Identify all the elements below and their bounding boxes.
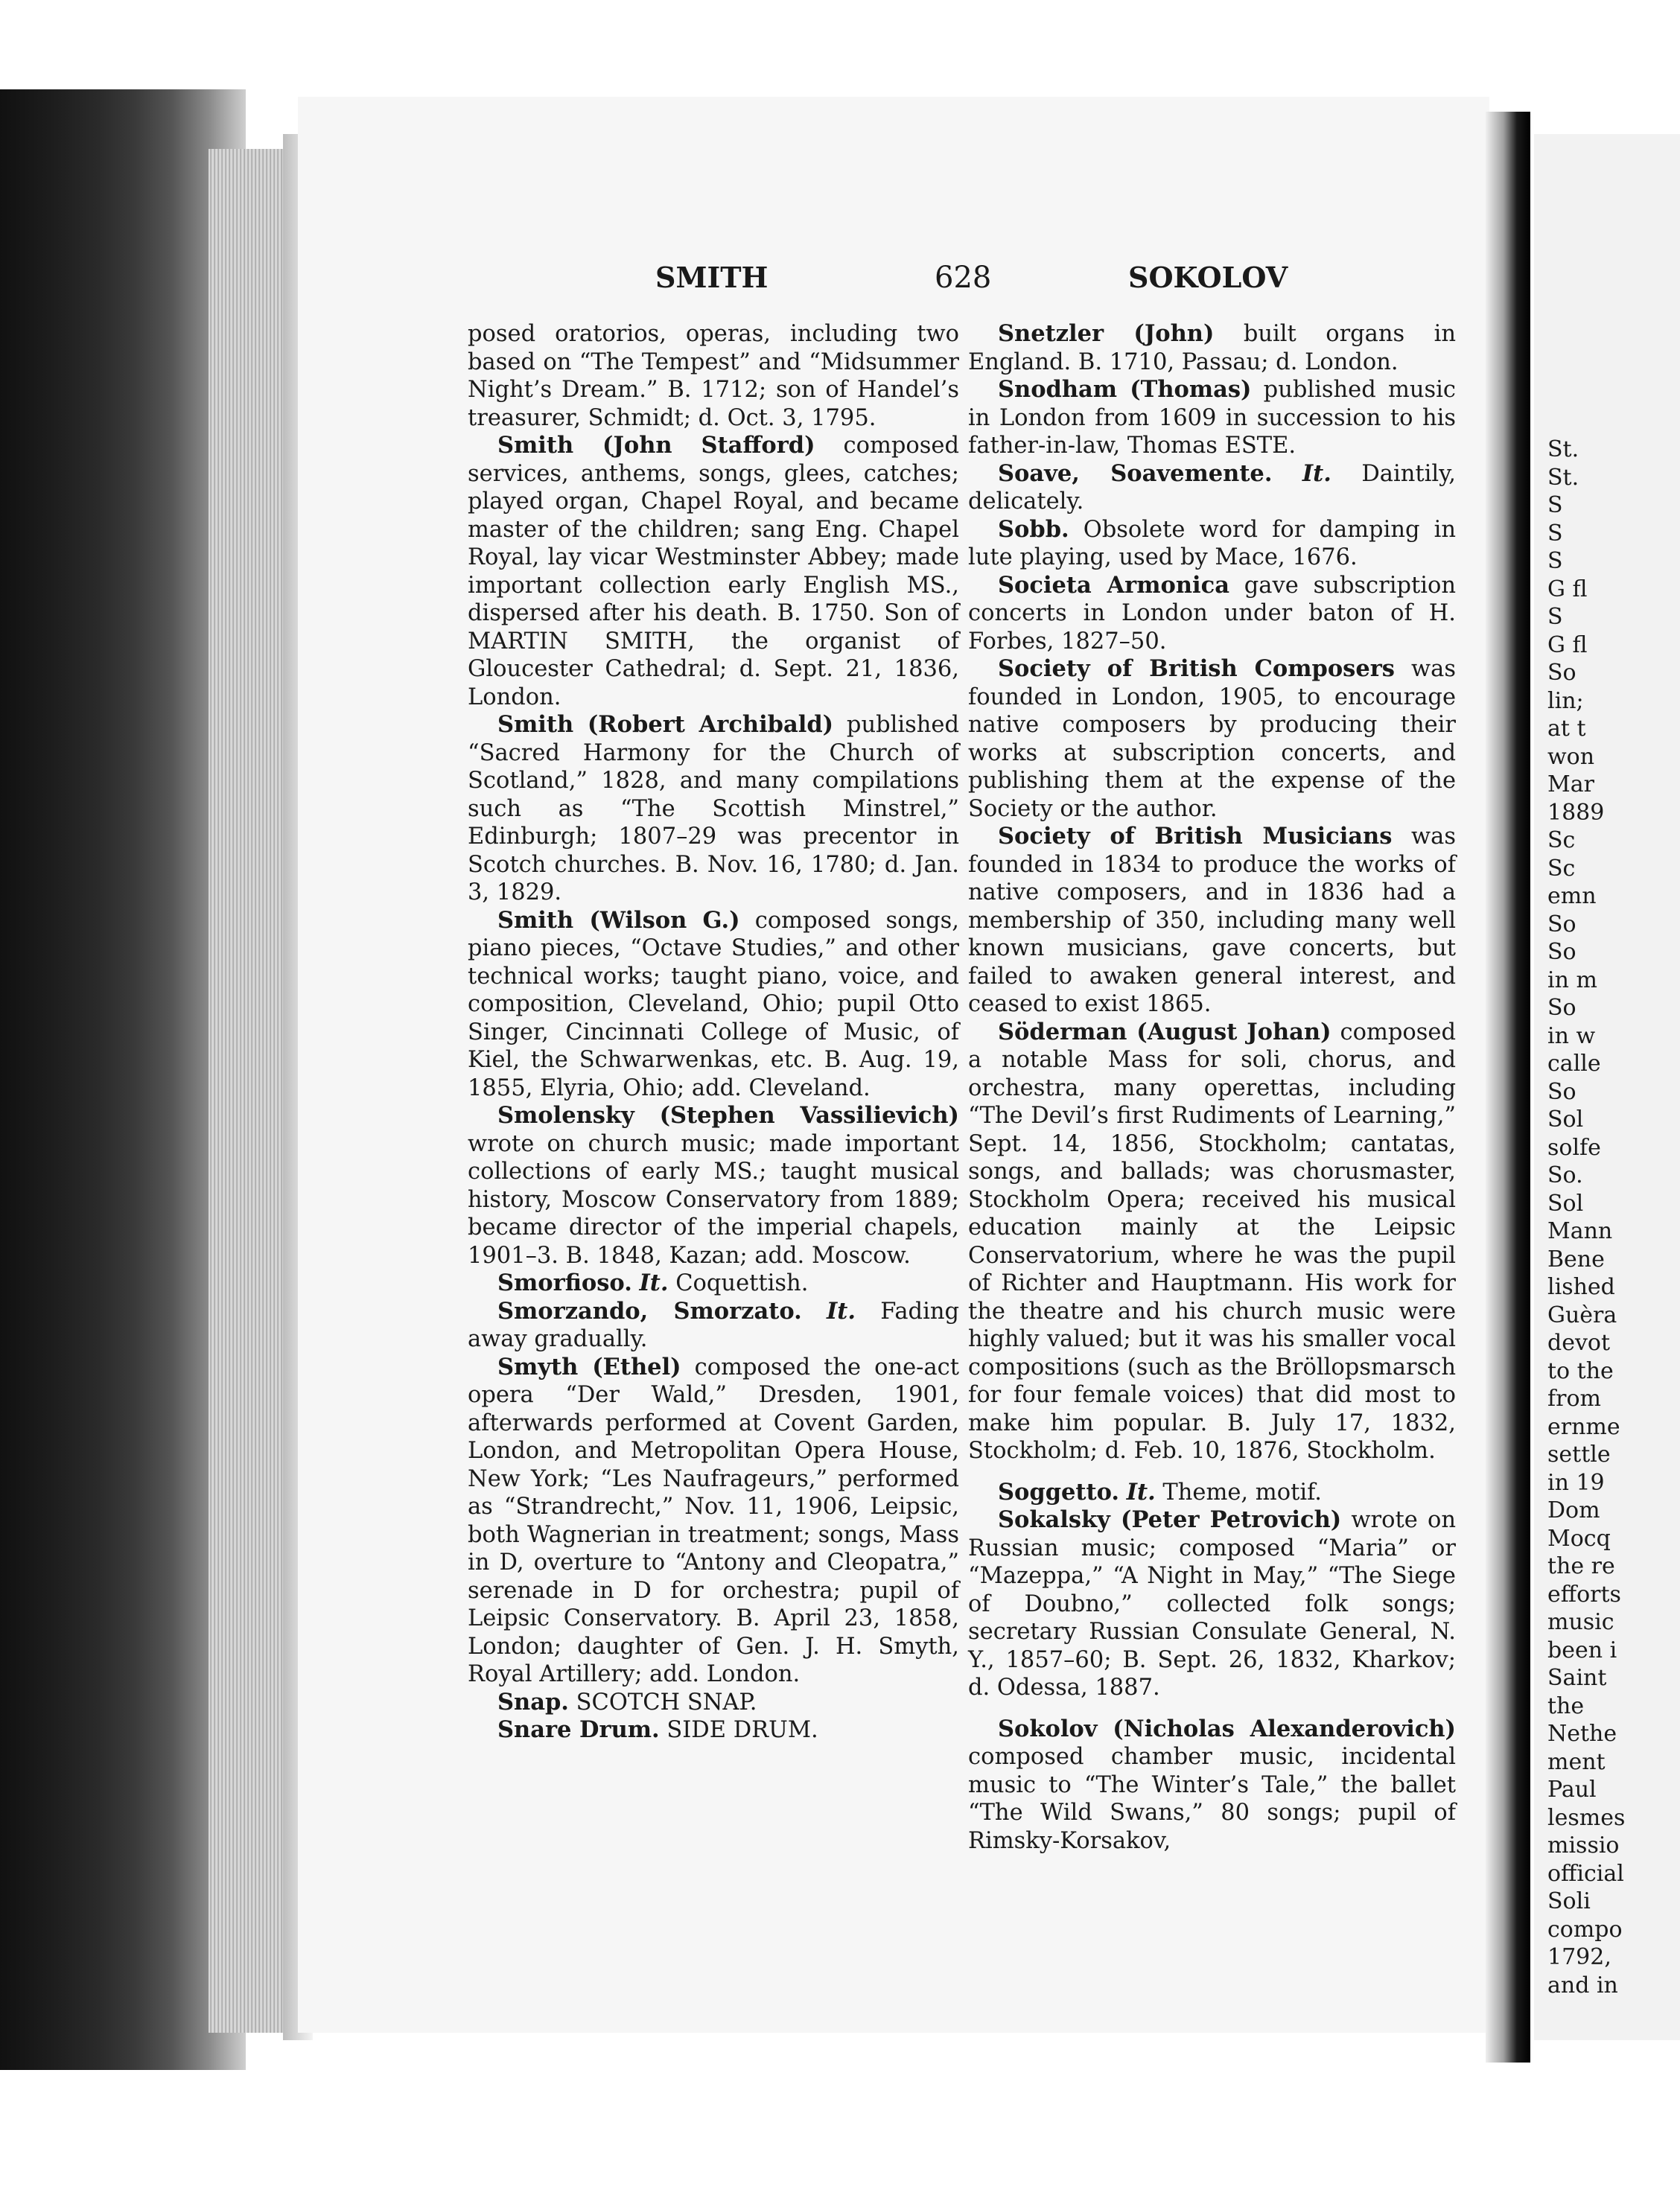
entry-text: composed songs, piano pieces, “Octave Studies,” and other technical works; taught piano, voice, and composition, Cleveland, Ohio; pupil Otto Singer, Cincinnati College of Music, of Kiel, the Schwarwenkas, etc. B. Aug. 19, 1855, Elyria, Ohio; add. Cleveland.: [468, 907, 959, 1101]
entry-headword: Sobb.: [998, 515, 1069, 543]
entry-text: wrote on church music; made important collections of early MS.; taught musical history, Moscow Conservatory from 1889; became director of the imperial chapels, 1901–3. B. 1848, Kazan; add. Moscow.: [468, 1130, 959, 1269]
next-page-line: St.: [1547, 464, 1579, 491]
dictionary-entry: [968, 460, 1456, 516]
next-page-line: in 19: [1547, 1469, 1605, 1496]
next-page-line: efforts: [1547, 1581, 1621, 1608]
entry-headword: Smolensky (Stephen Vassilievich): [497, 1102, 959, 1129]
dictionary-entry: [468, 1354, 959, 1689]
next-page-line: in w: [1547, 1022, 1596, 1049]
dictionary-entry: [468, 1298, 959, 1354]
next-page-line: Sol: [1547, 1106, 1584, 1133]
entry-text: gave subscription concerts in London under baton of H. Forbes, 1827–50.: [968, 572, 1456, 654]
next-page-line: devot: [1547, 1330, 1611, 1356]
entry-headword: Societa Armonica: [998, 571, 1229, 599]
next-page-line: Mann: [1547, 1218, 1613, 1244]
entry-headword: Soave, Soavemente.: [998, 459, 1273, 487]
entry-text: Obsolete word for damping in lute playing, used by Mace, 1676.: [968, 516, 1456, 570]
entry-text: wrote on Russian music; composed “Maria” or “Mazeppa,” “A Night in May,” “The Siege of Doubno,” collected folk songs; secretary Russian Consulate General, N. Y., 1857–60; B. Sept. 26, 1832, Kharkov; d. Odessa, 1887.: [968, 1507, 1456, 1701]
next-page-line: been i: [1547, 1637, 1617, 1663]
entry-language-tag: It.: [827, 1297, 856, 1325]
next-page-line: S: [1547, 604, 1563, 630]
next-page-line: Mar: [1547, 771, 1594, 797]
entry-headword: Smith (Wilson G.): [497, 906, 740, 934]
next-page-line: official: [1547, 1860, 1624, 1887]
entry-text: Theme, motif.: [1155, 1479, 1323, 1506]
next-page-line: So.: [1547, 1162, 1583, 1188]
entry-headword: Society of British Composers: [998, 655, 1395, 682]
next-page-line: So: [1547, 995, 1576, 1021]
next-page-line: solfe: [1547, 1134, 1601, 1161]
next-page-line: to the: [1547, 1357, 1614, 1384]
next-page-line: S: [1547, 548, 1563, 574]
entry-headword: Snap.: [497, 1688, 569, 1716]
next-page-line: St.: [1547, 436, 1579, 462]
next-page-line: and in: [1547, 1972, 1618, 1998]
entry-language-tag: It.: [639, 1270, 669, 1296]
page-number: 628: [935, 261, 992, 295]
next-page-line: G fl: [1547, 576, 1588, 602]
entry-text: composed a notable Mass for soli, chorus, and orchestra, many operettas, including “The Devil’s first Rudiments of Learning,” Sept. 14, 1856, Stockholm; cantatas, songs, and ballads; was chorusmaster, Stockholm Opera; received his musical education mainly at the Leipsic Conservatorium, where he was the pupil of Richter and Hauptmann. His work for the theatre and his church music were highly valued; but it was his smaller vocal compositions (such as the Bröllopsmarsch for four female voices) that did most to make him popular. B. July 17, 1832, Stockholm; d. Feb. 10, 1876, Stockholm.: [968, 1019, 1456, 1464]
dictionary-entry: [468, 711, 959, 907]
dictionary-entry: [968, 1019, 1456, 1465]
next-page-line: ment: [1547, 1748, 1606, 1775]
entry-headword: Society of British Musicians: [998, 823, 1393, 850]
dictionary-entry: [468, 432, 959, 711]
next-page-line: Guèra: [1547, 1302, 1617, 1328]
dictionary-entry: [468, 320, 959, 432]
next-page-line: calle: [1547, 1051, 1601, 1077]
dictionary-entry: [968, 516, 1456, 572]
entry-headword: Soggetto.: [998, 1478, 1120, 1506]
entry-text: composed chamber music, incidental music to “The Winter’s Tale,” the ballet “The Wild Swans,” 80 songs; pupil of Rimsky-Korsakov,: [968, 1744, 1456, 1854]
next-page-line: Sc: [1547, 855, 1576, 882]
next-page-line: Dom: [1547, 1497, 1600, 1523]
entry-headword: Snetzler (John): [998, 320, 1215, 347]
entry-text: SIDE DRUM.: [659, 1717, 818, 1743]
entry-headword: Snare Drum.: [497, 1716, 660, 1743]
next-page-line: music: [1547, 1609, 1614, 1635]
next-page-line: the: [1547, 1692, 1585, 1719]
dictionary-entry: [968, 376, 1456, 460]
entry-headword: Snodham (Thomas): [998, 376, 1252, 403]
next-page-line: So: [1547, 939, 1576, 965]
entry-text: published “Sacred Harmony for the Church of Scotland,” 1828, and many compilations such as “The Scottish Minstrel,” Edinburgh; 1807–29 was precentor in Scotch churches. B. Nov. 16, 1780; d. Jan. 3, 1829.: [468, 712, 959, 905]
running-head-left: SMITH: [655, 261, 769, 294]
entry-headword: Sokolov (Nicholas Alexanderovich): [998, 1715, 1456, 1742]
entry-headword: Smith (Robert Archibald): [497, 711, 834, 738]
left-column: [468, 320, 959, 1745]
dictionary-entry: [468, 1102, 959, 1270]
entry-text: posed oratorios, operas, including two based on “The Tempest” and “Midsummer Night’s Dream.” B. 1712; son of Handel’s treasurer, Schmidt; d. Oct. 3, 1795.: [468, 321, 959, 431]
entry-headword: Smith (John Stafford): [497, 432, 815, 459]
next-page-line: won: [1547, 743, 1595, 770]
book-gutter: [1486, 112, 1530, 2063]
next-page-line: compo: [1547, 1916, 1623, 1943]
next-page-line: So: [1547, 911, 1576, 937]
next-page-line: Paul: [1547, 1777, 1597, 1803]
next-page-line: 1792,: [1547, 1944, 1611, 1970]
entry-text: built organs in England. B. 1710, Passau; d. London.: [968, 321, 1456, 375]
right-column: [968, 320, 1456, 1855]
entry-text: was founded in 1834 to produce the works of native composers, and in 1836 had a membership of 350, including many well known musicians, gave concerts, but failed to awaken general interest, and ceased to exist 1865.: [968, 824, 1456, 1017]
entry-headword: Söderman (August Johan): [998, 1018, 1331, 1045]
dictionary-entry: [968, 1479, 1456, 1507]
dictionary-entry: [468, 907, 959, 1103]
next-page-line: emn: [1547, 883, 1597, 909]
next-page-line: Soli: [1547, 1888, 1591, 1914]
entry-text: was founded in London, 1905, to encourage native composers by producing their works at subscription concerts, and publishing them at the expense of the Society or the author.: [968, 656, 1456, 822]
dictionary-entry: [968, 1506, 1456, 1702]
entry-headword: Smorfioso.: [497, 1270, 632, 1296]
dictionary-entry: [968, 1716, 1456, 1856]
next-page-line: Nethe: [1547, 1721, 1617, 1747]
next-page: [1534, 134, 1680, 2040]
next-page-line: settle: [1547, 1442, 1611, 1468]
next-page-line: ernme: [1547, 1413, 1620, 1440]
next-page-line: Saint: [1547, 1665, 1607, 1691]
entry-text: published music in London from 1609 in succession to his father-in-law, Thomas ESTE.: [968, 377, 1456, 459]
next-page-line: lished: [1547, 1274, 1615, 1300]
next-page-line: So: [1547, 1078, 1576, 1105]
next-page-line: So: [1547, 660, 1576, 686]
entry-headword: Smyth (Ethel): [497, 1353, 681, 1380]
next-page-line: in m: [1547, 966, 1597, 993]
next-page-line: S: [1547, 520, 1563, 547]
entry-text: composed services, anthems, songs, glees, catches; played organ, Chapel Royal, and became master of the children; sang Eng. Chapel Royal, lay vicar Westminster Abbey; made important collection early English MS., dispersed after his death. B. 1750. Son of MARTIN SMITH, the organist of Gloucester Cathedral; d. Sept. 21, 1836, London.: [468, 433, 959, 710]
entry-text: Fading away gradually.: [468, 1298, 959, 1352]
entry-text: SCOTCH SNAP.: [568, 1689, 757, 1716]
next-page-line: at t: [1547, 716, 1586, 742]
dictionary-entry: [968, 655, 1456, 823]
next-page-line: S: [1547, 492, 1563, 518]
next-page-line: the re: [1547, 1553, 1615, 1579]
dictionary-entry: [468, 1270, 959, 1298]
entry-language-tag: It.: [1126, 1478, 1156, 1506]
dictionary-entry: [968, 320, 1456, 376]
next-page-fragments: [1534, 436, 1625, 1999]
next-page-line: missio: [1547, 1832, 1620, 1859]
next-page-line: lesmes: [1547, 1804, 1626, 1831]
dictionary-entry: [968, 572, 1456, 656]
next-page-line: Sol: [1547, 1190, 1584, 1217]
next-page-line: Mocq: [1547, 1525, 1611, 1552]
dictionary-entry: [468, 1689, 959, 1717]
entry-text: Daintily, delicately.: [968, 460, 1456, 515]
next-page-line: lin;: [1547, 687, 1584, 714]
next-page-line: Sc: [1547, 827, 1576, 853]
entry-text: composed the one-act opera “Der Wald,” Dresden, 1901, afterwards performed at Covent Garden, London, and Metropolitan Opera House, New York; “Les Naufrageurs,” performed as “Strandrecht,” Nov. 11, 1906, Leipsic, both Wagnerian in treatment; songs, Mass in D, overture to “Antony and Cleopatra,” serenade in D for orchestra; pupil of Leipsic Conservatory. B. April 23, 1858, London; daughter of Gen. J. H. Smyth, Royal Artillery; add. London.: [468, 1354, 959, 1687]
next-page-line: from: [1547, 1386, 1601, 1412]
entry-text: Coquettish.: [668, 1270, 809, 1296]
running-head-right: SOKOLOV: [1128, 261, 1288, 294]
next-page-line: Bene: [1547, 1246, 1605, 1273]
entry-language-tag: It.: [1302, 459, 1331, 487]
dictionary-entry: [468, 1716, 959, 1745]
entry-headword: Smorzando, Smorzato.: [497, 1297, 802, 1325]
next-page-line: 1889: [1547, 799, 1605, 826]
dictionary-entry: [968, 823, 1456, 1019]
entry-headword: Sokalsky (Peter Petrovich): [998, 1506, 1342, 1533]
next-page-line: G fl: [1547, 631, 1588, 658]
